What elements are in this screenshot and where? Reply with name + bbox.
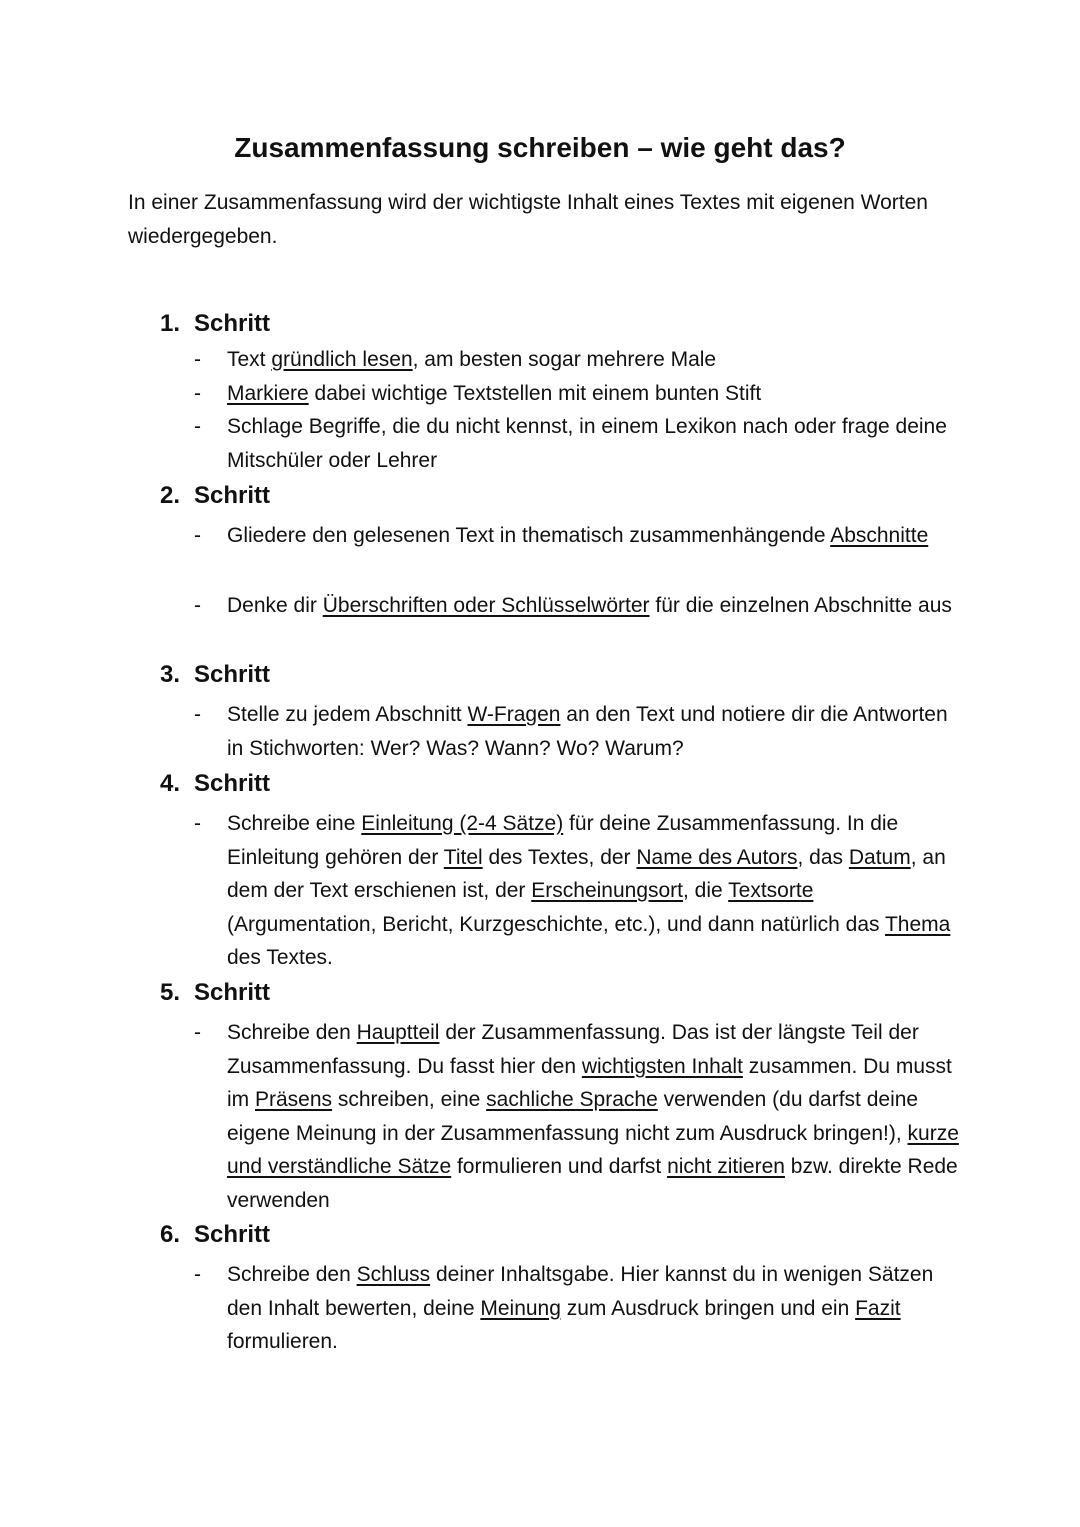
step-label: Schritt bbox=[194, 482, 271, 509]
bullet-dash-icon: - bbox=[194, 703, 201, 726]
underlined-keyword: Hauptteil bbox=[356, 1021, 440, 1044]
underlined-keyword: Meinung bbox=[480, 1296, 561, 1320]
bullet-dash-icon: - bbox=[194, 382, 201, 405]
step-label: Schritt bbox=[194, 770, 271, 797]
step-5-bullet bbox=[194, 1016, 964, 1217]
text-segment: zum Ausdruck bringen und ein bbox=[560, 1296, 856, 1320]
text-segment: zusammen. Du musst im bbox=[227, 1054, 952, 1111]
text-segment: für deine Zusammenfassung. In die Einleitung gehören der bbox=[227, 812, 899, 869]
step-heading-2 bbox=[160, 479, 270, 513]
bullet-text bbox=[227, 410, 964, 477]
bullet-text bbox=[227, 698, 964, 765]
text-segment: für die einzelnen Abschnitte aus bbox=[649, 594, 952, 617]
underlined-keyword: Thema bbox=[884, 912, 951, 936]
text-segment: Schreibe den bbox=[227, 1021, 357, 1044]
text-segment: , am besten sogar mehrere Male bbox=[412, 348, 717, 371]
bullet-text bbox=[227, 343, 964, 377]
bullet-text bbox=[227, 519, 964, 553]
step-2-bullet bbox=[194, 519, 964, 553]
underlined-keyword: Überschriften oder Schlüsselwörter bbox=[322, 594, 650, 617]
text-segment: Denke dir bbox=[227, 594, 323, 617]
intro-paragraph: In einer Zusammenfassung wird der wichtigste Inhalt eines Textes mit eigenen Worten wiedergegeben. bbox=[128, 191, 928, 248]
page-title: Zusammenfassung schreiben – wie geht das? bbox=[234, 132, 846, 163]
bullet-dash-icon: - bbox=[194, 415, 201, 438]
text-segment: des Textes, der bbox=[482, 845, 637, 869]
underlined-keyword: Titel bbox=[443, 845, 483, 869]
underlined-keyword: W-Fragen bbox=[467, 703, 561, 726]
step-2-bullet bbox=[194, 589, 964, 623]
bullet-dash-icon: - bbox=[194, 594, 201, 617]
underlined-keyword: Einleitung (2-4 Sätze) bbox=[361, 812, 564, 835]
underlined-keyword: Schluss bbox=[356, 1263, 431, 1286]
bullet-dash-icon: - bbox=[194, 524, 201, 547]
text-segment: Schlage Begriffe, die du nicht kennst, in einem Lexikon nach oder frage deine Mitschüler oder Lehrer bbox=[227, 415, 947, 472]
text-segment: , an dem der Text erschienen ist, der bbox=[227, 845, 946, 902]
underlined-keyword: sachliche Sprache bbox=[486, 1088, 658, 1111]
underlined-keyword: wichtigsten Inhalt bbox=[581, 1054, 743, 1078]
bullet-dash-icon: - bbox=[194, 1021, 201, 1044]
text-segment: Stelle zu jedem Abschnitt bbox=[227, 703, 468, 726]
underlined-keyword: Fazit bbox=[855, 1296, 901, 1320]
step-number: 1. bbox=[160, 310, 181, 337]
step-4-bullet bbox=[194, 807, 964, 975]
step-label: Schritt bbox=[194, 310, 271, 337]
text-segment: verwenden (du darfst deine eigene Meinung in der Zusammenfassung nicht zum Ausdruck bringen!), bbox=[227, 1088, 919, 1145]
underlined-keyword: Name des Autors bbox=[636, 845, 798, 869]
bullet-text bbox=[227, 1258, 964, 1359]
step-heading-4 bbox=[160, 767, 270, 801]
text-segment: Schreibe den bbox=[227, 1263, 357, 1286]
step-number: 5. bbox=[160, 979, 181, 1006]
text-segment: (Argumentation, Bericht, Kurzgeschichte, etc.), und dann natürlich das bbox=[227, 912, 885, 936]
text-segment: bzw. direkte Rede verwenden bbox=[227, 1155, 958, 1212]
underlined-keyword: Präsens bbox=[255, 1088, 333, 1111]
underlined-keyword: Datum bbox=[848, 845, 911, 869]
step-1-bullet bbox=[194, 410, 964, 477]
text-segment: dabei wichtige Textstellen mit einem bunten Stift bbox=[308, 382, 762, 405]
step-1-bullet bbox=[194, 377, 964, 411]
underlined-keyword: Abschnitte bbox=[830, 524, 929, 547]
underlined-keyword: nicht zitieren bbox=[667, 1155, 785, 1178]
bullet-text bbox=[227, 377, 964, 411]
step-6-bullet bbox=[194, 1258, 964, 1359]
text-segment: formulieren und darfst bbox=[451, 1155, 668, 1178]
text-segment: , die bbox=[683, 879, 729, 902]
underlined-keyword: Textsorte bbox=[728, 879, 814, 902]
text-segment: des Textes. bbox=[227, 946, 333, 969]
text-segment: formulieren. bbox=[227, 1330, 338, 1353]
bullet-text bbox=[227, 807, 964, 975]
step-number: 2. bbox=[160, 482, 181, 509]
step-3-bullet bbox=[194, 698, 964, 765]
bullet-dash-icon: - bbox=[194, 1263, 201, 1286]
bullet-dash-icon: - bbox=[194, 348, 201, 371]
text-segment: deiner Inhaltsgabe. Hier kannst du in wenigen Sätzen den Inhalt bewerten, deine bbox=[227, 1263, 934, 1320]
underlined-keyword: Markiere bbox=[227, 382, 309, 405]
step-label: Schritt bbox=[194, 979, 271, 1006]
text-segment: Gliedere den gelesenen Text in thematisch zusammenhängende bbox=[227, 524, 831, 547]
bullet-text bbox=[227, 589, 964, 623]
text-segment: schreiben, eine bbox=[332, 1088, 487, 1111]
text-segment: Text bbox=[227, 348, 272, 371]
text-segment: der Zusammenfassung. Das ist der längste Teil der Zusammenfassung. Du fasst hier den bbox=[227, 1021, 919, 1078]
step-label: Schritt bbox=[194, 1221, 271, 1248]
step-number: 4. bbox=[160, 770, 181, 797]
text-segment: an den Text und notiere dir die Antworten in Stichworten: Wer? Was? Wann? Wo? Warum? bbox=[227, 703, 948, 760]
step-number: 3. bbox=[160, 661, 181, 688]
text-segment: Schreibe eine bbox=[227, 812, 362, 835]
text-segment: , das bbox=[797, 845, 849, 869]
underlined-keyword: kurze und verständliche Sätze bbox=[227, 1121, 959, 1178]
underlined-keyword: Erscheinungsort bbox=[531, 879, 684, 902]
bullet-text bbox=[227, 1016, 964, 1217]
step-heading-5 bbox=[160, 976, 270, 1010]
step-heading-1 bbox=[160, 307, 270, 341]
step-label: Schritt bbox=[194, 661, 271, 688]
underlined-keyword: gründlich lesen bbox=[271, 348, 413, 371]
step-heading-6 bbox=[160, 1218, 270, 1252]
step-1-bullet bbox=[194, 343, 964, 377]
bullet-dash-icon: - bbox=[194, 812, 201, 835]
step-number: 6. bbox=[160, 1221, 181, 1248]
step-heading-3 bbox=[160, 658, 270, 692]
